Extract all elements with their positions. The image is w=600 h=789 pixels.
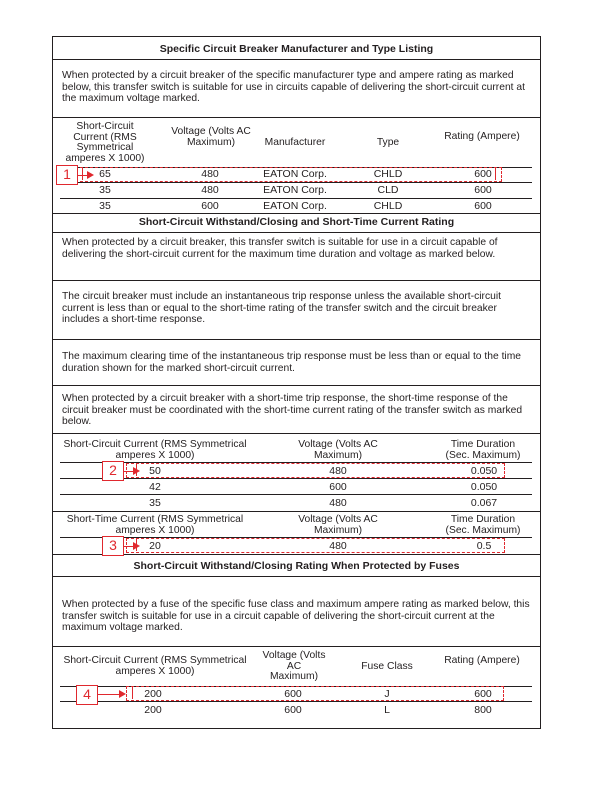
cell: 20 — [149, 540, 161, 552]
highlight-box-4 — [126, 686, 504, 701]
col-header-voltage: Voltage (Volts AC Maximum) — [298, 439, 378, 461]
col-header-sc-current: Short-Circuit Current (RMS Symmetrical amperes X 1000) — [63, 439, 247, 461]
cell: J — [384, 688, 390, 700]
cell: 600 — [474, 200, 492, 212]
cell: 480 — [329, 497, 347, 509]
divider — [52, 213, 541, 214]
callout-arrow — [98, 694, 120, 695]
callout-badge-1: 1 — [56, 165, 78, 185]
cell: EATON Corp. — [263, 168, 327, 180]
callout-arrowhead — [87, 171, 94, 179]
cell: 50 — [149, 465, 161, 477]
cell: CHLD — [373, 168, 403, 180]
cell: 480 — [329, 540, 347, 552]
cell: 35 — [149, 497, 161, 509]
cell: 35 — [99, 200, 111, 212]
col-header-rating: Rating (Ampere) — [444, 131, 520, 142]
section2-paragraph-2: The circuit breaker must include an instantaneous trip response unless the available short-circuit current is less than or equal to the short-time rating of the transfer switch and the circuit breaker includes a short-time response. — [62, 291, 501, 325]
col-header-st-current: Short-Time Current (RMS Symmetrical amperes X 1000) — [66, 514, 244, 536]
col-header-rating: Rating (Ampere) — [444, 655, 520, 666]
cell: EATON Corp. — [263, 200, 327, 212]
divider — [52, 554, 541, 555]
section1-title: Specific Circuit Breaker Manufacturer and Type Listing — [159, 43, 434, 55]
col-header-voltage: Voltage (Volts AC Maximum) — [262, 650, 326, 682]
cell: 0.050 — [470, 481, 498, 493]
divider — [52, 433, 541, 434]
section2-paragraph-3: The maximum clearing time of the instantaneous trip response must be less than or equal to the time duration shown for the marked short-circuit current. — [62, 351, 522, 374]
divider — [52, 385, 541, 386]
cell: 0.067 — [470, 497, 498, 509]
col-header-fuse-class: Fuse Class — [361, 661, 413, 672]
cell: 600 — [474, 168, 492, 180]
cell: CLD — [377, 184, 399, 196]
cell: 800 — [474, 704, 492, 716]
divider — [52, 280, 541, 281]
col-header-sc-current: Short-Circuit Current (RMS Symmetrical amperes X 1000) — [65, 121, 145, 164]
col-header-time-duration: Time Duration (Sec. Maximum) — [445, 514, 521, 536]
cell: 480 — [201, 184, 219, 196]
callout-badge-2: 2 — [102, 461, 124, 481]
section2-title: Short-Circuit Withstand/Closing and Short-Time Current Rating — [138, 216, 455, 228]
callout-arrowhead — [133, 467, 140, 475]
col-header-voltage: Voltage (Volts AC Maximum) — [171, 126, 251, 148]
divider — [60, 701, 532, 702]
cell: 0.050 — [470, 465, 498, 477]
cell: EATON Corp. — [263, 184, 327, 196]
cell: 480 — [329, 465, 347, 477]
divider — [52, 511, 541, 512]
cell: 600 — [284, 704, 302, 716]
col-header-type: Type — [376, 137, 400, 148]
callout-arrowhead — [133, 542, 140, 550]
cell: 480 — [201, 168, 219, 180]
divider — [60, 478, 532, 479]
cell: 600 — [329, 481, 347, 493]
divider — [52, 117, 541, 118]
divider — [52, 232, 541, 233]
divider — [52, 646, 541, 647]
cell: 0.5 — [476, 540, 492, 552]
section2-paragraph-1: When protected by a circuit breaker, this transfer switch is suitable for use in a circuit capable of delivering the short-circuit current for the maximum time duration and voltage as marked below. — [62, 237, 498, 260]
cell: 600 — [201, 200, 219, 212]
marker-tick — [495, 168, 496, 180]
divider — [52, 59, 541, 60]
section3-title: Short-Circuit Withstand/Closing Rating When Protected by Fuses — [133, 560, 460, 572]
cell: 65 — [99, 168, 111, 180]
cell: CHLD — [373, 200, 403, 212]
section1-intro: When protected by a circuit breaker of the specific manufacturer type and ampere rating as marked below, this transfer switch is suitable for use in circuits capable of delivering the short-circuit current at the maximum voltage marked. — [62, 70, 525, 104]
col-header-manufacturer: Manufacturer — [264, 137, 326, 148]
section3-intro: When protected by a fuse of the specific fuse class and maximum ampere rating as marked below, this transfer switch is suitable for use in a circuit capable of delivering the short-circuit current at the maximum voltage marked. — [62, 599, 530, 633]
marker-tick — [82, 168, 83, 180]
highlight-box-3 — [126, 538, 505, 553]
highlight-box-2 — [126, 463, 505, 478]
cell: 35 — [99, 184, 111, 196]
cell: 200 — [144, 688, 162, 700]
col-header-time-duration: Time Duration (Sec. Maximum) — [445, 439, 521, 461]
col-header-sc-current: Short-Circuit Current (RMS Symmetrical amperes X 1000) — [63, 655, 247, 677]
highlight-box-1 — [70, 167, 502, 182]
divider — [60, 182, 532, 183]
divider — [52, 339, 541, 340]
cell: 600 — [284, 688, 302, 700]
divider — [60, 198, 532, 199]
cell: 42 — [149, 481, 161, 493]
divider — [60, 494, 532, 495]
callout-badge-4: 4 — [76, 685, 98, 705]
col-header-voltage: Voltage (Volts AC Maximum) — [298, 514, 378, 536]
cell: 600 — [474, 688, 492, 700]
section2-paragraph-4: When protected by a circuit breaker with a short-time trip response, the short-time response of the circuit breaker must be coordinated with the short-time current rating of the transfer switch as marked below. — [62, 393, 523, 427]
marker-tick — [132, 687, 133, 699]
callout-badge-3: 3 — [102, 536, 124, 556]
cell: 600 — [474, 184, 492, 196]
cell: L — [384, 704, 390, 716]
callout-arrowhead — [119, 690, 126, 698]
cell: 200 — [144, 704, 162, 716]
divider — [52, 576, 541, 577]
